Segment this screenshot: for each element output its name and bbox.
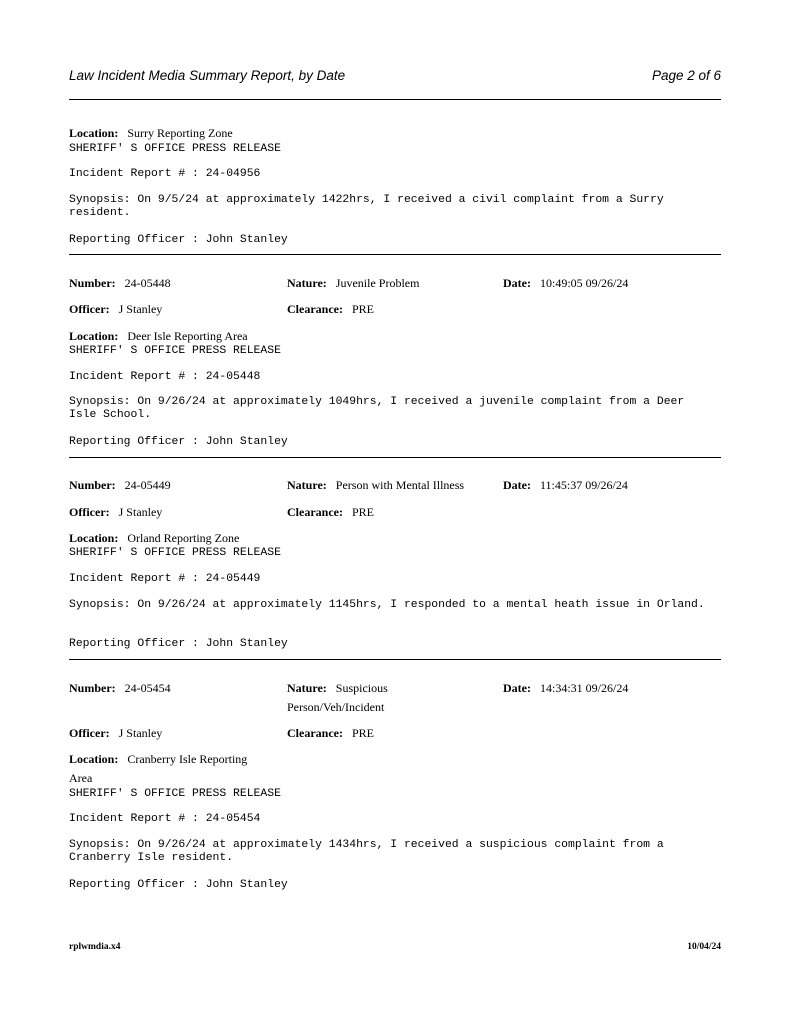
clearance-label: Clearance:: [287, 505, 343, 519]
officer-value: J Stanley: [118, 726, 163, 740]
number-label: Number:: [69, 681, 116, 695]
incident-report-line: Incident Report # : 24-05454: [69, 813, 261, 825]
location-label: Location:: [69, 752, 119, 766]
record-date: [503, 681, 628, 695]
reporting-officer-line: Reporting Officer : John Stanley: [69, 436, 288, 448]
record-nature: [287, 276, 419, 290]
number-value: 24-05449: [124, 478, 171, 492]
number-label: Number:: [69, 276, 116, 290]
page-header: [69, 68, 721, 100]
record-clearance: [287, 302, 374, 316]
reporting-officer-line: Reporting Officer : John Stanley: [69, 879, 288, 891]
incident-report-line: Incident Report # : 24-05448: [69, 371, 261, 383]
clearance-value: PRE: [351, 505, 374, 519]
synopsis: Synopsis: On 9/26/24 at approximately 1049hrs, I received a juvenile complaint from a Deer Isle School.: [69, 396, 685, 421]
press-release-heading: SHERIFF' S OFFICE PRESS RELEASE: [69, 345, 281, 357]
location-line: [69, 329, 248, 343]
record-number: [69, 478, 171, 492]
nature-value: Person with Mental Illness: [335, 478, 465, 492]
synopsis: Synopsis: On 9/26/24 at approximately 1434hrs, I received a suspicious complaint from a Cranberry Isle resident.: [69, 839, 664, 864]
nature-label: Nature:: [287, 276, 327, 290]
record-officer: [69, 505, 162, 519]
date-value: 14:34:31 09/26/24: [539, 681, 629, 695]
nature-value: Suspicious: [335, 681, 388, 695]
record-divider: [69, 659, 721, 660]
date-label: Date:: [503, 681, 531, 695]
officer-value: J Stanley: [118, 302, 163, 316]
date-value: 10:49:05 09/26/24: [539, 276, 629, 290]
record-officer: [69, 302, 162, 316]
location-value-continued: Area: [69, 771, 93, 785]
record-date: [503, 478, 628, 492]
number-label: Number:: [69, 478, 116, 492]
location-line: [69, 752, 247, 766]
record-number: [69, 276, 171, 290]
record-clearance: [287, 505, 374, 519]
officer-label: Officer:: [69, 302, 110, 316]
press-release-heading: SHERIFF' S OFFICE PRESS RELEASE: [69, 143, 281, 155]
nature-label: Nature:: [287, 681, 327, 695]
number-value: 24-05448: [124, 276, 171, 290]
nature-label: Nature:: [287, 478, 327, 492]
clearance-label: Clearance:: [287, 726, 343, 740]
nature-value: Juvenile Problem: [335, 276, 420, 290]
location-line: [69, 126, 233, 140]
location-value: Deer Isle Reporting Area: [127, 329, 248, 343]
location-value: Orland Reporting Zone: [127, 531, 240, 545]
record-divider: [69, 254, 721, 255]
report-title: Law Incident Media Summary Report, by Date: [69, 68, 346, 83]
record-nature: [287, 681, 388, 695]
incident-report-line: Incident Report # : 24-05449: [69, 573, 261, 585]
reporting-officer-line: Reporting Officer : John Stanley: [69, 638, 288, 650]
location-label: Location:: [69, 329, 119, 343]
location-label: Location:: [69, 531, 119, 545]
page-number: Page 2 of 6: [651, 68, 721, 83]
reporting-officer-line: Reporting Officer : John Stanley: [69, 234, 288, 246]
clearance-label: Clearance:: [287, 302, 343, 316]
record-clearance: [287, 726, 374, 740]
synopsis: Synopsis: On 9/26/24 at approximately 1145hrs, I responded to a mental heath issue in Orland.: [69, 599, 705, 611]
officer-label: Officer:: [69, 505, 110, 519]
location-value: Surry Reporting Zone: [127, 126, 233, 140]
press-release-heading: SHERIFF' S OFFICE PRESS RELEASE: [69, 547, 281, 559]
record-date: [503, 276, 628, 290]
date-value: 11:45:37 09/26/24: [539, 478, 628, 492]
officer-value: J Stanley: [118, 505, 163, 519]
location-line: [69, 531, 239, 545]
press-release-heading: SHERIFF' S OFFICE PRESS RELEASE: [69, 788, 281, 800]
nature-value-continued: Person/Veh/Incident: [287, 700, 385, 714]
record-nature: [287, 478, 464, 492]
clearance-value: PRE: [351, 302, 374, 316]
date-label: Date:: [503, 478, 531, 492]
record-officer: [69, 726, 162, 740]
location-label: Location:: [69, 126, 119, 140]
clearance-value: PRE: [351, 726, 374, 740]
record-number: [69, 681, 171, 695]
number-value: 24-05454: [124, 681, 171, 695]
footer-print-date: 10/04/24: [687, 942, 721, 952]
incident-report-line: Incident Report # : 24-04956: [69, 168, 261, 180]
record-divider: [69, 457, 721, 458]
synopsis: Synopsis: On 9/5/24 at approximately 1422hrs, I received a civil complaint from a Surry resident.: [69, 194, 664, 219]
officer-label: Officer:: [69, 726, 110, 740]
footer-report-code: rplwmdia.x4: [69, 942, 121, 952]
date-label: Date:: [503, 276, 531, 290]
location-value: Cranberry Isle Reporting: [127, 752, 248, 766]
